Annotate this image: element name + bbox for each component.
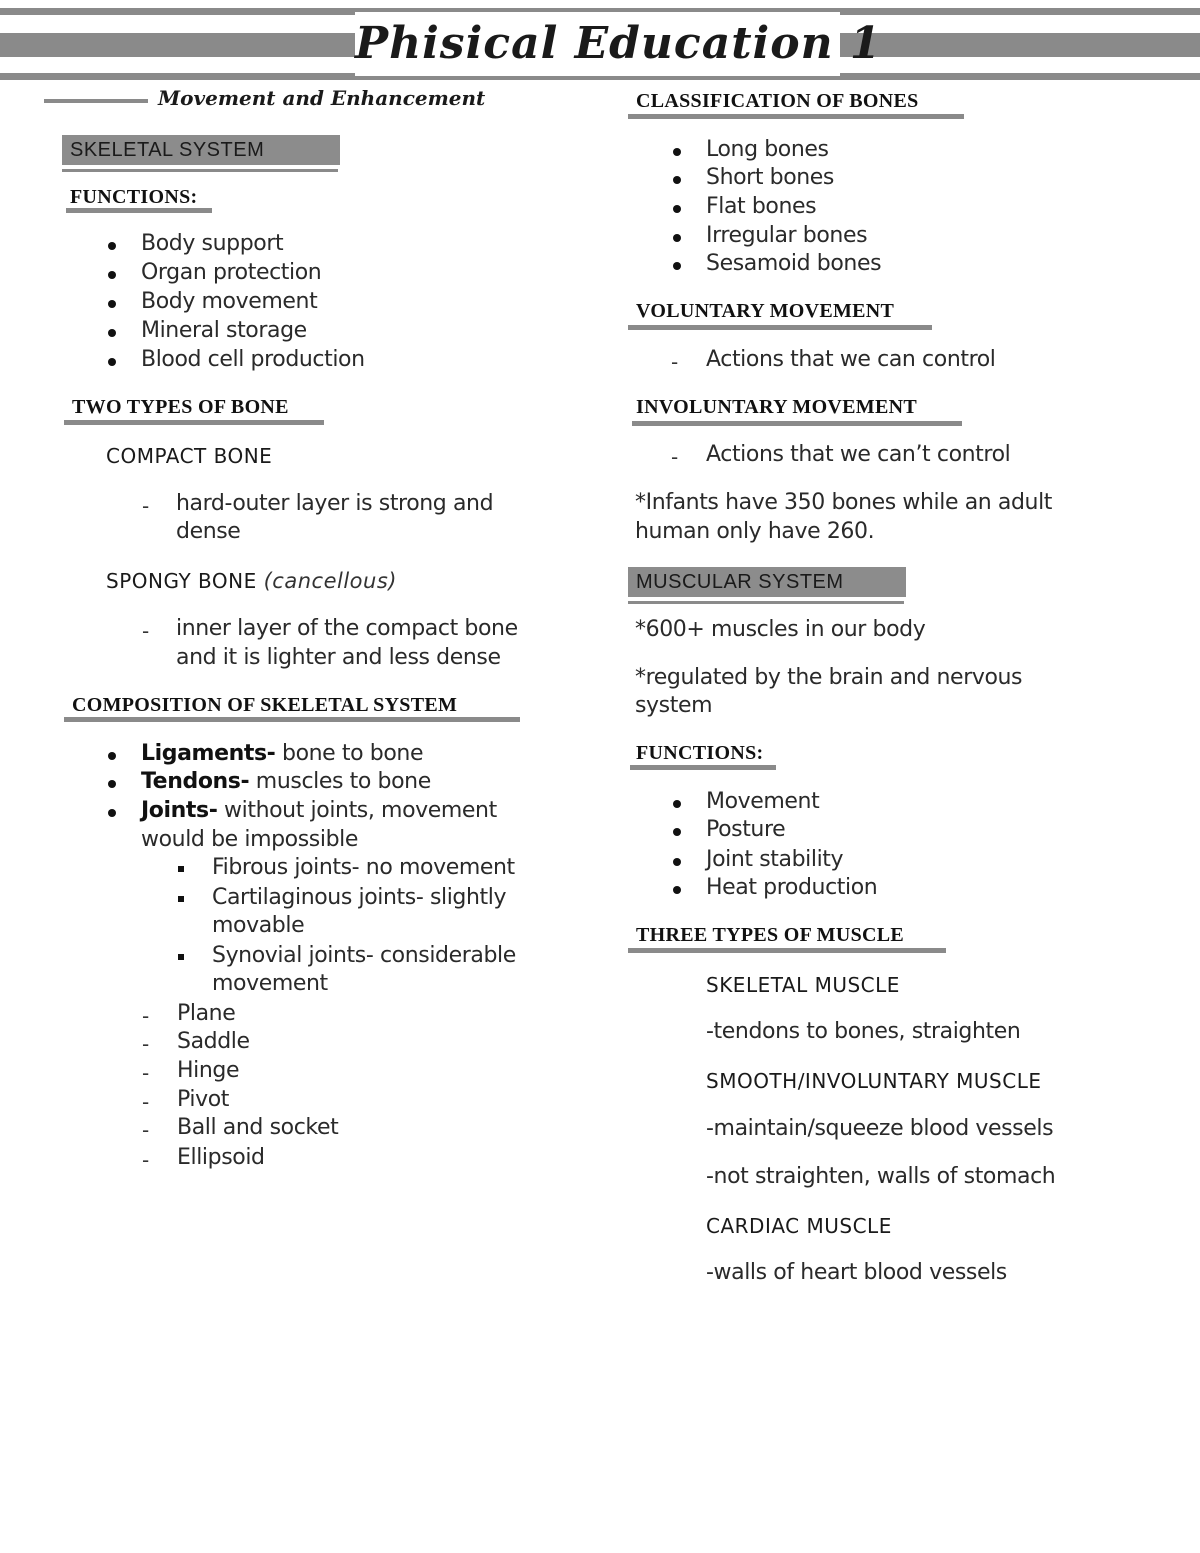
bullet-icon	[673, 205, 681, 213]
list-item-cont: movement	[212, 971, 328, 996]
list-item	[141, 769, 431, 794]
list-item: Fibrous joints- no movement	[212, 855, 515, 880]
voluntary-desc: Actions that we can control	[706, 347, 996, 372]
list-item: Long bones	[706, 137, 829, 162]
compact-bone-desc: hard-outer layer is strong and	[176, 491, 494, 516]
composition-bar	[64, 717, 520, 722]
bullet-icon	[108, 780, 116, 788]
involuntary-desc: Actions that we can’t control	[706, 442, 1011, 467]
list-item: Hinge	[177, 1058, 240, 1083]
list-item	[141, 741, 423, 766]
composition-term: Joints-	[141, 798, 218, 823]
dash-icon: -	[142, 1032, 150, 1056]
skeletal-system-label: SKELETAL SYSTEM	[62, 135, 340, 165]
composition-desc: muscles to bone	[249, 769, 431, 794]
muscle-count-note: *600+ muscles in our body	[635, 617, 926, 642]
bullet-icon	[673, 858, 681, 866]
muscular-functions-bar	[630, 765, 776, 770]
dash-icon: -	[142, 1004, 150, 1028]
list-item-cont: would be impossible	[141, 827, 358, 852]
bullet-icon	[673, 176, 681, 184]
dash-icon: -	[671, 350, 679, 374]
list-item: Pivot	[177, 1087, 230, 1112]
square-bullet-icon	[178, 866, 184, 872]
list-item: Ball and socket	[177, 1115, 339, 1140]
spongy-bone-note: (cancellous)	[263, 569, 397, 593]
list-item: Body movement	[141, 289, 318, 314]
spongy-bone-desc: inner layer of the compact bone	[176, 616, 518, 641]
two-types-heading: TWO TYPES OF BONE	[72, 396, 289, 418]
subtitle-rule	[44, 99, 148, 103]
list-item	[141, 798, 497, 823]
bullet-icon	[108, 271, 116, 279]
list-item: Mineral storage	[141, 318, 307, 343]
list-item: Plane	[177, 1001, 236, 1026]
classification-bar	[628, 114, 964, 119]
list-item: Blood cell production	[141, 347, 365, 372]
list-item: Heat production	[706, 875, 878, 900]
dash-icon: -	[671, 445, 679, 469]
list-item: Organ protection	[141, 260, 322, 285]
bullet-icon	[108, 242, 116, 250]
regulated-note-cont: system	[635, 693, 713, 718]
bullet-icon	[673, 234, 681, 242]
bullet-icon	[673, 886, 681, 894]
list-item: Saddle	[177, 1029, 250, 1054]
skeletal-muscle-title: SKELETAL MUSCLE	[706, 973, 900, 997]
bullet-icon	[108, 300, 116, 308]
list-item: Posture	[706, 817, 786, 842]
involuntary-heading: INVOLUNTARY MOVEMENT	[636, 396, 918, 418]
dash-icon: -	[142, 1118, 150, 1142]
list-item: Ellipsoid	[177, 1145, 265, 1170]
document-subtitle: Movement and Enhancement	[158, 86, 486, 110]
regulated-note: *regulated by the brain and nervous	[635, 665, 1023, 690]
spongy-bone-title	[106, 569, 397, 593]
muscular-functions-heading: FUNCTIONS:	[636, 742, 764, 764]
compact-bone-desc-cont: dense	[176, 519, 241, 544]
list-item: Irregular bones	[706, 223, 868, 248]
dash-icon: -	[142, 619, 150, 643]
dash-icon: -	[142, 1061, 150, 1085]
list-item: Joint stability	[706, 847, 844, 872]
smooth-muscle-desc: -maintain/squeeze blood vessels	[706, 1116, 1054, 1141]
list-item: Sesamoid bones	[706, 251, 882, 276]
spongy-bone-desc-cont: and it is lighter and less dense	[176, 645, 501, 670]
classification-heading: CLASSIFICATION OF BONES	[636, 90, 919, 112]
smooth-muscle-title: SMOOTH/INVOLUNTARY MUSCLE	[706, 1069, 1042, 1093]
list-item: Synovial joints- considerable	[212, 943, 516, 968]
skeletal-functions-bar	[66, 208, 212, 213]
bullet-icon	[108, 358, 116, 366]
square-bullet-icon	[178, 954, 184, 960]
bullet-icon	[108, 752, 116, 760]
bullet-icon	[673, 148, 681, 156]
dash-icon: -	[142, 494, 150, 518]
three-types-heading: THREE TYPES OF MUSCLE	[636, 924, 905, 946]
dash-icon: -	[142, 1090, 150, 1114]
composition-term: Tendons-	[141, 769, 250, 794]
list-item: Movement	[706, 789, 820, 814]
composition-term: Ligaments-	[141, 741, 276, 766]
infant-note-cont: human only have 260.	[635, 519, 875, 544]
document-title: Phisical Education 1	[355, 12, 840, 76]
list-item: Cartilaginous joints- slightly	[212, 885, 507, 910]
compact-bone-title: COMPACT BONE	[106, 444, 273, 468]
composition-desc: without joints, movement	[217, 798, 497, 823]
smooth-muscle-desc-2: -not straighten, walls of stomach	[706, 1164, 1056, 1189]
list-item: Short bones	[706, 165, 834, 190]
involuntary-bar	[632, 421, 962, 426]
bullet-icon	[673, 262, 681, 270]
bullet-icon	[108, 809, 116, 817]
skeletal-functions-heading: FUNCTIONS:	[70, 186, 198, 208]
muscular-system-label: MUSCULAR SYSTEM	[628, 567, 906, 597]
cardiac-muscle-desc: -walls of heart blood vessels	[706, 1260, 1007, 1285]
voluntary-heading: VOLUNTARY MOVEMENT	[636, 300, 895, 322]
bullet-icon	[673, 800, 681, 808]
composition-desc: bone to bone	[275, 741, 424, 766]
spongy-bone-name: SPONGY BONE	[106, 569, 257, 593]
infant-note: *Infants have 350 bones while an adult	[635, 490, 1053, 515]
bullet-icon	[108, 329, 116, 337]
skeletal-system-rule	[62, 169, 338, 172]
bullet-icon	[673, 828, 681, 836]
square-bullet-icon	[178, 896, 184, 902]
dash-icon: -	[142, 1148, 150, 1172]
three-types-bar	[628, 948, 946, 953]
two-types-bar	[64, 420, 324, 425]
composition-heading: COMPOSITION OF SKELETAL SYSTEM	[72, 694, 458, 716]
list-item-cont: movable	[212, 913, 305, 938]
list-item: Flat bones	[706, 194, 817, 219]
cardiac-muscle-title: CARDIAC MUSCLE	[706, 1214, 892, 1238]
skeletal-muscle-desc: -tendons to bones, straighten	[706, 1019, 1021, 1044]
list-item: Body support	[141, 231, 284, 256]
muscular-system-rule	[628, 601, 904, 604]
voluntary-bar	[628, 325, 932, 330]
